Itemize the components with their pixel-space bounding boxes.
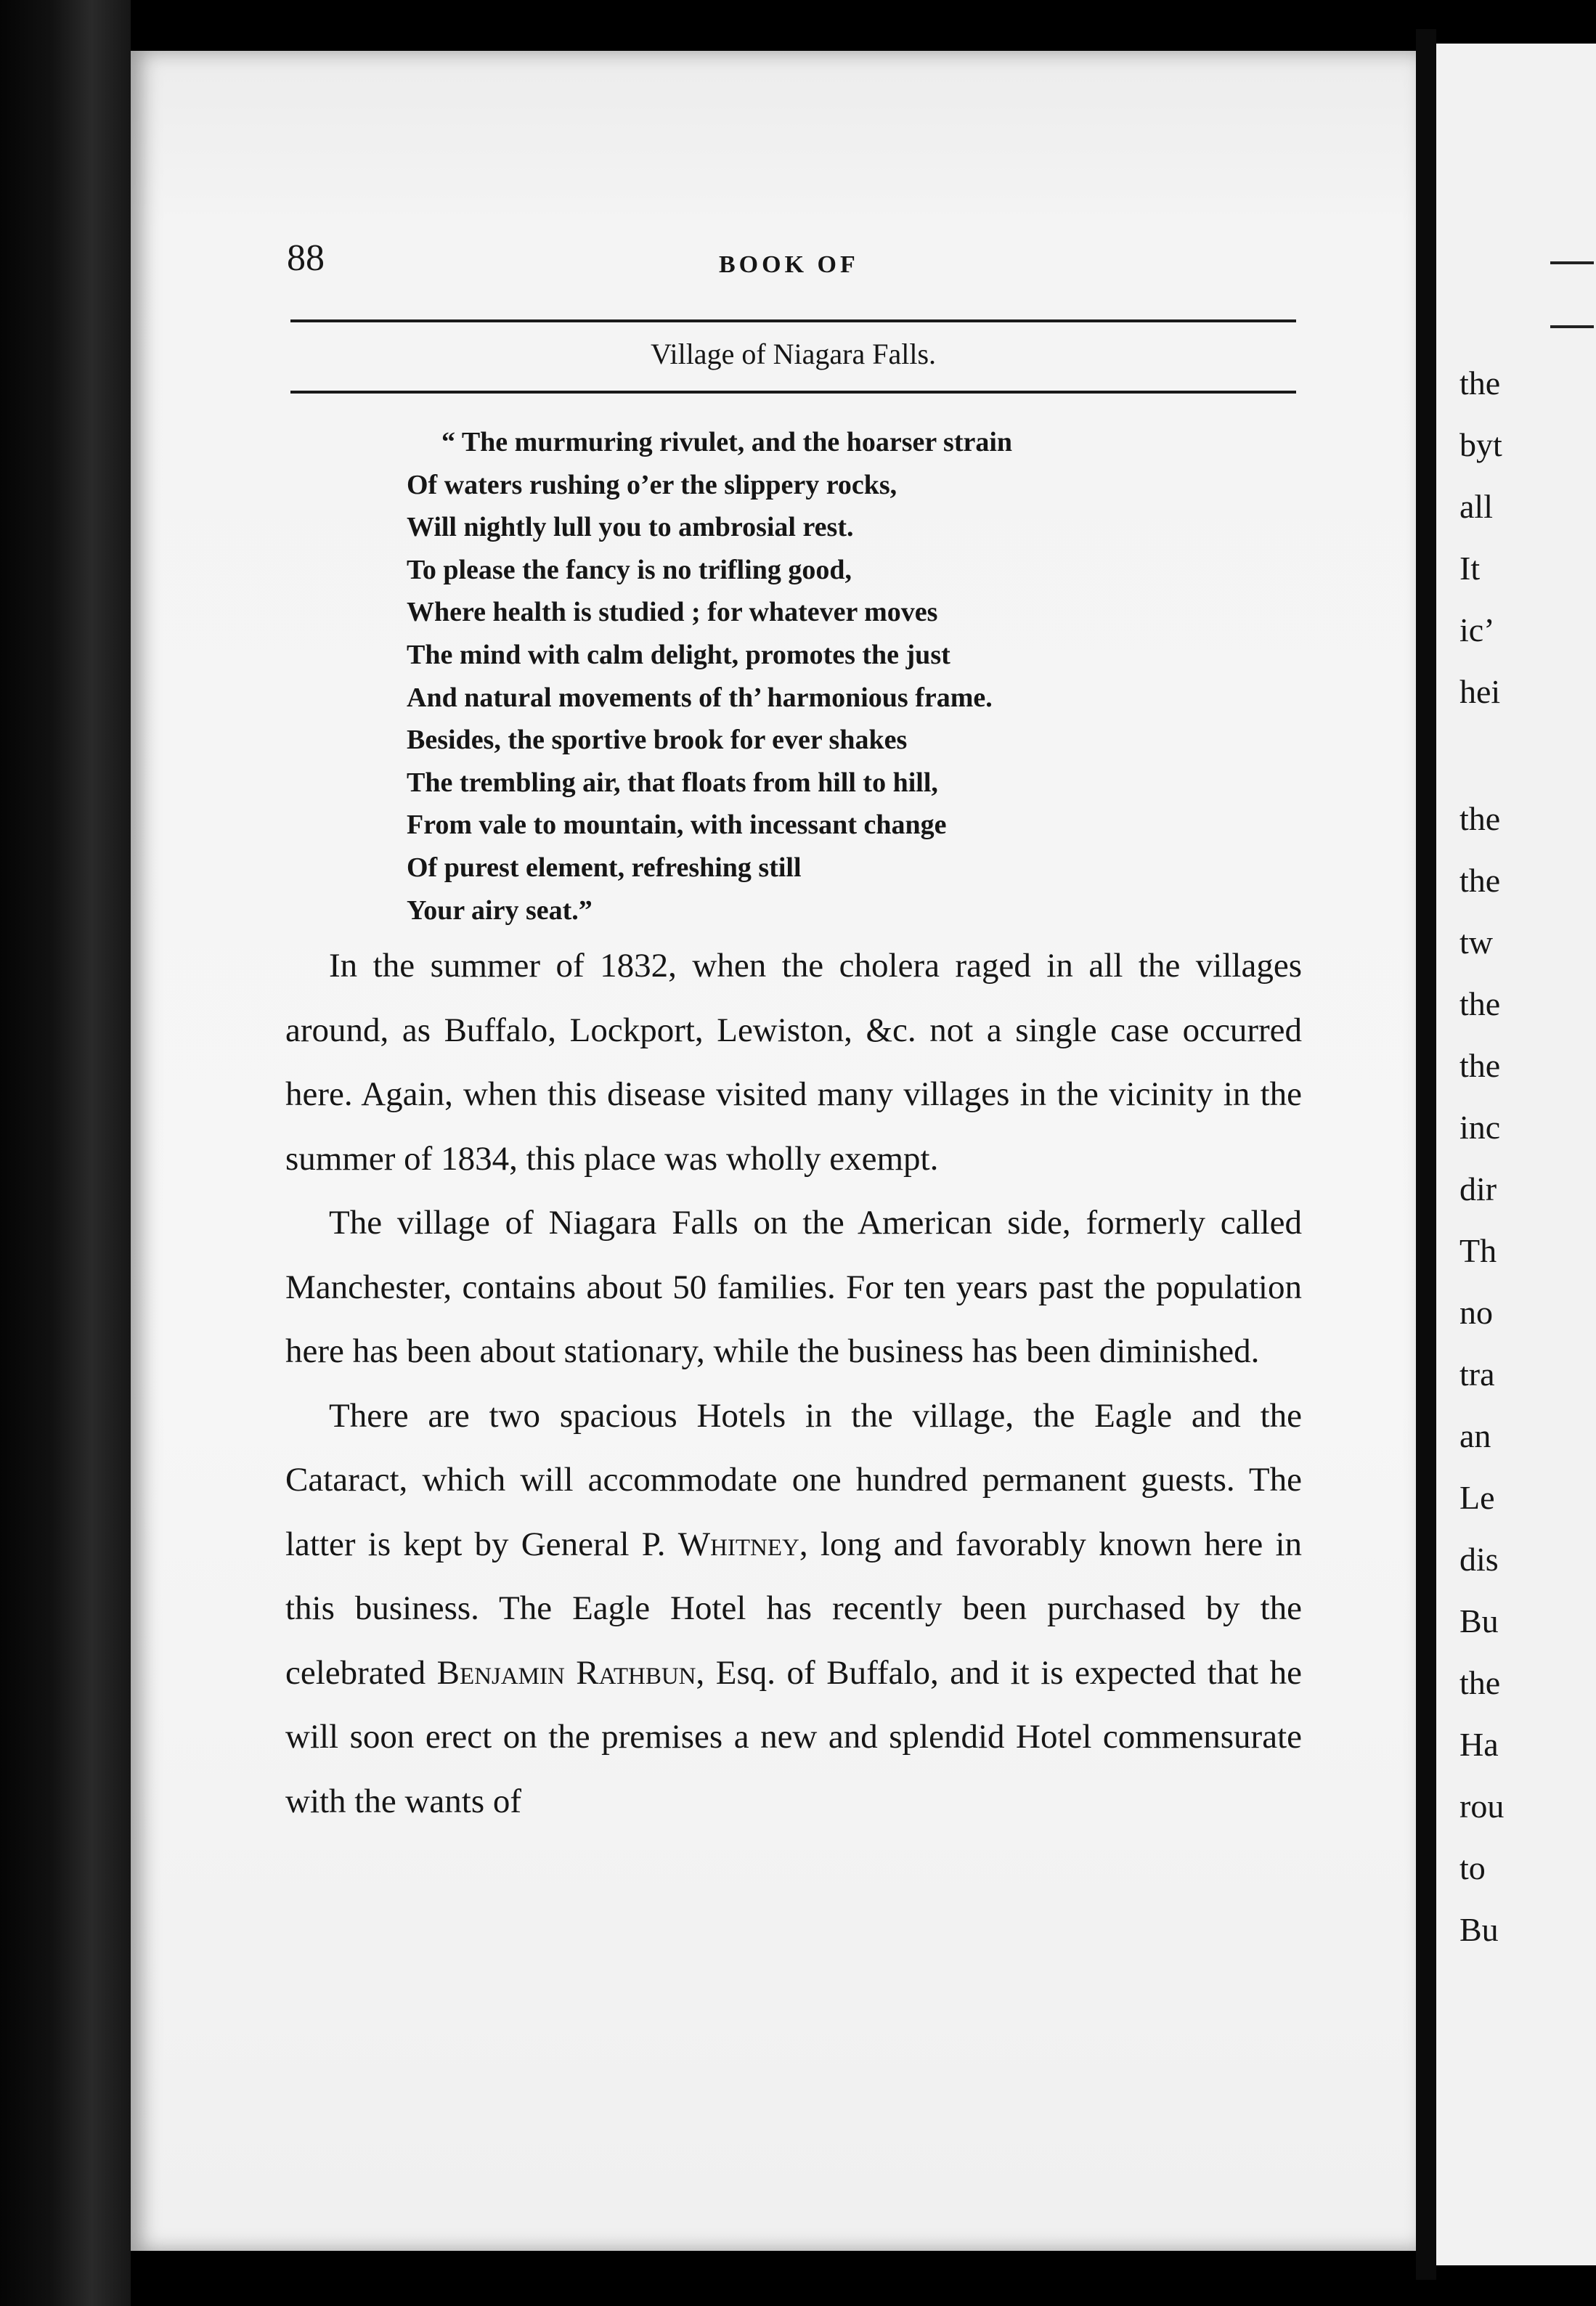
facing-page-fragment: ic’ [1459,611,1495,648]
book-binding-edge [0,0,131,2306]
facing-page-fragment: no [1459,1294,1493,1331]
facing-page-fragment: inc [1459,1109,1501,1146]
facing-page-fragment: the [1459,800,1501,837]
poem-line: Where health is studied ; for whatever moves [407,597,938,628]
hotels-text-b: , long and favorably known here in this business. The Eagle Hotel has recently been purchased by the celebrated [285,1525,1302,1692]
paragraph-hotels [285,1384,1302,1834]
page-gutter [1416,29,1436,2280]
facing-page-fragment: Th [1459,1232,1497,1269]
facing-page-fragment: It [1459,550,1481,587]
page-number: 88 [287,237,325,279]
body-text [285,934,1302,1833]
facing-page-fragment: tw [1459,924,1493,961]
poem-line: The trembling air, that floats from hill to hill, [407,767,938,798]
poem-quotation [407,421,1292,932]
facing-page-fragment: the [1459,1047,1501,1084]
facing-page-fragment: rou [1459,1788,1505,1825]
section-title: Village of Niagara Falls. [650,338,937,370]
facing-page-fragment: an [1459,1417,1491,1454]
facing-page-fragment: dis [1459,1541,1499,1578]
poem-line: From vale to mountain, with incessant change [407,810,947,841]
poem-line: The mind with calm delight, promotes the just [407,639,950,670]
facing-page-fragment: Bu [1459,1602,1499,1639]
header-rule-top [290,319,1296,322]
facing-page-fragment: the [1459,862,1501,899]
name-rathbun: Benjamin Rathbun [436,1653,696,1692]
poem-line: Of waters rushing o’er the slippery rocks, [407,469,897,500]
paragraph-cholera: In the summer of 1832, when the cholera raged in all the villages around, as Buffalo, Lockport, Lewiston, &c. not a single case occurred here. Again, when this disease visited many villages in the vicinity in the summer of 1834, this place was wholly exempt. [285,947,1302,1178]
poem-line: To please the fancy is no trifling good, [407,554,852,585]
facing-page-rule [1550,261,1594,264]
facing-page-fragment: the [1459,1664,1501,1701]
facing-page-fragment: hei [1459,673,1501,710]
facing-page-fragment: all [1459,488,1493,525]
facing-page-fragment: Le [1459,1479,1495,1516]
poem-line: Besides, the sportive brook for ever shakes [407,725,908,756]
running-title: BOOK OF [719,251,859,278]
poem-line: Will nightly lull you to ambrosial rest. [407,512,854,543]
poem-line: “ The murmuring rivulet, and the hoarser strain [441,427,1013,457]
poem-line: Of purest element, refreshing still [407,852,802,883]
facing-page-fragment: the [1459,985,1501,1022]
name-whitney: Whitney [677,1525,799,1563]
poem-line: And natural movements of th’ harmonious frame. [407,682,993,713]
facing-page-fragment: the [1459,364,1501,402]
facing-page-fragment: tra [1459,1356,1495,1393]
facing-page-fragment: Ha [1459,1726,1499,1763]
hotels-text-a: There are two spacious Hotels in the village, the Eagle and the Cataract, which will accommodate one hundred permanent guests. The latter is kept by General P. [285,1396,1302,1563]
header-rule-bottom [290,391,1296,394]
facing-page-fragment: to [1459,1849,1486,1886]
poem-line: Your airy seat.” [407,895,593,926]
facing-page-fragment: Bu [1459,1911,1499,1948]
facing-page-fragment: byt [1459,426,1502,463]
hotels-text-c: , Esq. of Buffalo, and it is expected that he will soon erect on the premises a new and splendid Hotel commensurate with the wants of [285,1653,1302,1820]
paragraph-village: The village of Niagara Falls on the American side, formerly called Manchester, contains about 50 families. For ten years past the population here has been about stationary, while the business has been diminished. [285,1204,1302,1370]
facing-page-fragment: dir [1459,1170,1497,1207]
facing-page-rule [1550,325,1594,328]
